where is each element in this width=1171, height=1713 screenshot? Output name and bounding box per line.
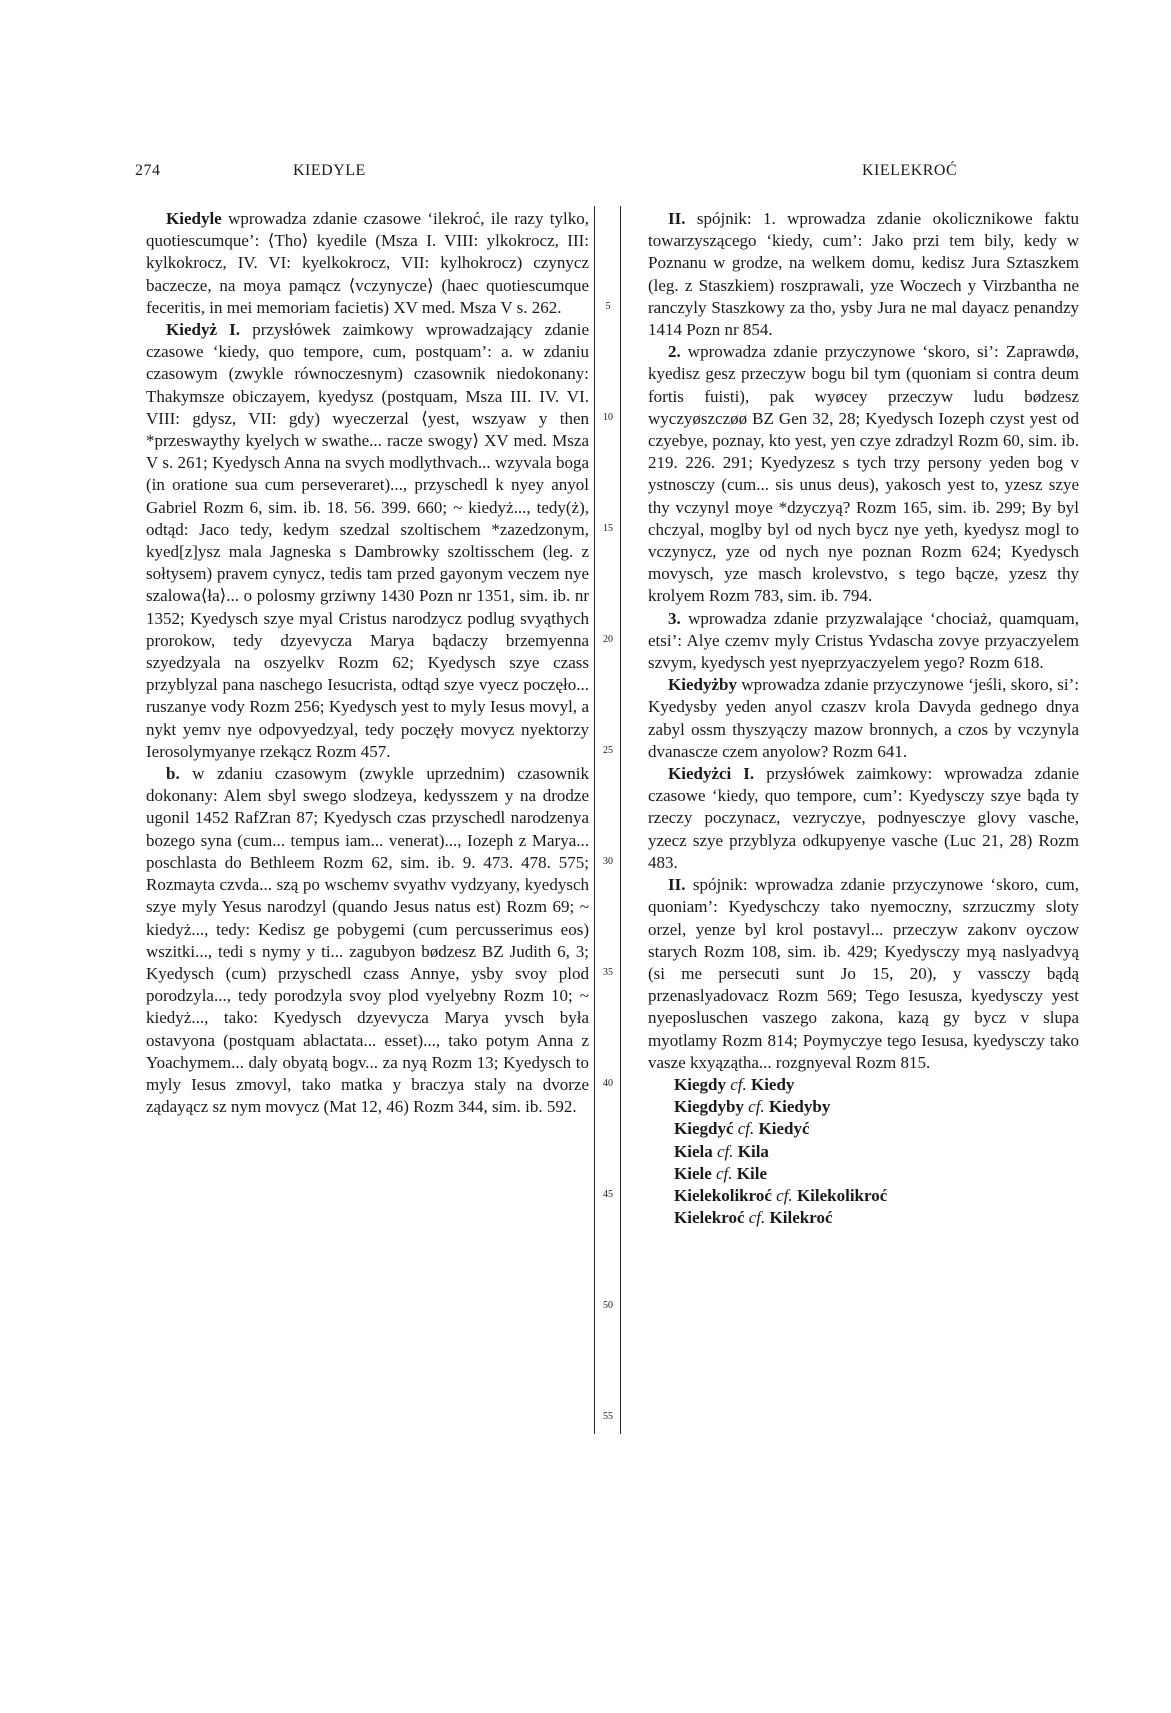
xref-item: Kiegdy cf. Kiedy [674,1074,795,1094]
entry-kiedyz-a: Kiedyż I. przysłówek zaimkowy wprowadzający zdanie czasowe ‘kiedy, quo tempore, cum, postquam’: a. w zdaniu czasowym (zwykle równoczesnym) czasownik niedokonany: Thakymsze obiczayem, kyedysz (postquam, Msza III. IV. VI. VIII: gdysz, VII: gdy) wyeczerzal ⟨yest, wszyaw y then *przeswaythy kyelych w swathe... racze swogy⟩ XV med. Msza V s. 261; Kyedysch Anna na svych modlythvach... wzyvala boga (in oratione sua cum perseveraret)..., przyschedl k nyey anyol Gabriel Rozm 6, sim. ib. 18. 56. 399. 660; ~ kiedyż..., tedy(ż), odtąd: Jaco tedy, kedym szedzal szoltischem *zazedzonym, kyed[z]ysz mala Jagneska s Dambrowky szoltisschem (leg. z sołtysem) pravem cynycz, tedis tam przed gayonym veczem nye szalowa⟨ła⟩... o polosmy grziwny 1430 Pozn nr 1351, sim. ib. nr 1352; Kyedysch szye myal Cristus narodzycz podlug svyąthych prorokow, tedy dzyevycza Marya bądaczy brzemyenna szyedzyala na oszyelkv Rozm 62; Kyedysch szye czass przyblyzal pana naschego Iesucrista, odtąd szye vyecz poczęło... ruszanye vody Rozm 256; Kyedysch yest to myly Iesus movyl, a nykt yemv nye odpovyedzyal, tedy poczęły movycz nyektorzy Ierosolymyanye rzekącz Rozm 457. [146,320,589,761]
line-number: 55 [603,1411,613,1422]
line-number: 10 [603,412,613,423]
xref-item: Kiegdyby cf. Kiedyby [674,1097,831,1117]
line-number: 40 [603,1078,613,1089]
column-rule-left [594,206,595,1434]
left-running-head: KIEDYLE [293,162,366,179]
page-number: 274 [135,162,161,179]
xref-item: Kiela cf. Kila [674,1141,769,1161]
line-number: 50 [603,1300,613,1311]
column-rule-right [620,206,621,1434]
xref-item: Kielekroć cf. Kilekroć [674,1208,833,1228]
line-number: 20 [603,634,613,645]
line-number: 25 [603,745,613,756]
entry-kiedyzci-spojnik: II. spójnik: wprowadza zdanie przyczynowe ‘skoro, cum, quoniam’: Kyedyschczy tako nyemoczny, szrzuczmy sloty orzel, yenze byl krol postavyl... przeczyw zakonv oyczow starych Rozm 108, sim. ib. 429; Kyedysczy myą naslyadvyą (si me persecuti sunt Jo 15, 20), y vassczy bądą przenaslyadovacz Rozm 569; Tego Iesusza, kyedysczy yest nyeposluschen vaszego zakona, kazą gy bycz v slupa myotlamy Rozm 814; Poymyczye tego Iesusa, kyedysczy tako vasze kxyązątha... rozgnyeval Rozm 815. [648,875,1079,1072]
line-number: 35 [603,967,613,978]
entry-kiedyz-b: b. w zdaniu czasowym (zwykle uprzednim) czasownik dokonany: Alem sbyl swego slodzeya, kedysszem y na drodze ugonil 1452 RafZran 87; Kyedysch czas przyschedl narodzenya bozego syna (cum... tempus iam... venerat)..., Iozeph z Marya... poschlasta do Bethleem Rozm 62, sim. ib. 9. 473. 478. 575; Rozmayta czvda... szą po wschemv svyathv vydzyany, kyedysch szye myly Yesus narodzyl (quando Jesus natus est) Rozm 69; ~ kiedyż..., tedy: Kedisz ge pobygemi (cum percusserimus eos) wszitki..., tedi s nymy y ti... zagubyon bødzesz BZ Judith 6, 3; Kyedysch (cum) przyschedl czass Annye, ysby svoy plod porodzyla..., tedy porodzyla svoy plod vyelyebny Rozm 10; ~ kiedyż..., tako: Kyedysch dzyevycza Marya yvsch była ostavyona (postquam ablactata... esset)..., tako potym Anna z Yoachymem... daly obyatą bogv... za nyą Rozm 13; Kyedysch to myly Iesus zmovyl, tako matka y braczya staly na dvorze ządayącz sz nym movycz (Mat 12, 46) Rozm 344, sim. ib. 592. [146,764,589,1117]
left-column [146,208,589,1118]
right-column [648,208,1079,1229]
entry-kiedyle: Kiedyle wprowadza zdanie czasowe ‘ilekroć, ile razy tylko, quotiescumque’: ⟨Tho⟩ kyedile (Msza I. VIII: ylkokrocz, III: kylkokrocz, IV. VI: kyelkokrocz, VII: kylhokrocz) czynycz baczecze, na moya pamącz ⟨vczynycze⟩ (haec quotiescumque feceritis, in mei memoriam facietis) XV med. Msza V s. 262. [146,209,589,317]
line-number: 45 [603,1189,613,1200]
line-number: 30 [603,856,613,867]
line-number: 5 [605,301,611,312]
right-running-head: KIELEKROĆ [862,162,958,179]
entry-kiedyz-spojnik-3: 3. wprowadza zdanie przyzwalające ‘chociaż, quamquam, etsi’: Alye czemv myly Cristus Yvdascha zovye przyaczyelem szvym, kyedysch yest nyeprzyaczyelem yego? Rozm 618. [648,608,1079,673]
xref-item: Kielekolikroć cf. Kilekolikroć [674,1185,888,1205]
cross-references [648,1074,1079,1229]
entry-kiedyz-spojnik-2: 2. wprowadza zdanie przyczynowe ‘skoro, si’: Zaprawdø, kyedisz gesz przeczyw bogu bil tym (quoniam si contra deum fortis fuisti), pak wyøcey przeczyw ludu bødzesz wyczyøszczøø BZ Gen 32, 28; Kyedysch Iozeph czyst yest od czyebye, poznay, kto yest, yen czye zdradzyl Rozm 60, sim. ib. 219. 226. 291; Kyedyzesz s tych trzy persony yeden bog v ystnosczy (cum... sis unus deus), yakosch yest to, yzesz szye thy vczynyl moye *dzyczyą? Rozm 165, sim. ib. 299; By byl chczyal, moglby byl od nych bycz nye yeth, kyedysz mogl to vczynycz, yze od nych nye poznan Rozm 624; Kyedysch movysch, yze masch krolevstvo, s tego bącze, yzesz thy krolyem Rozm 783, sim. ib. 794. [648,342,1079,606]
entry-kiedyzci: Kiedyżci I. przysłówek zaimkowy: wprowadza zdanie czasowe ‘kiedy, quo tempore, cum’: Kyedysczy szye bąda ty rzeczy poczynacz, vezryczye, podnyesczye glovy vasche, yzecz szye przyblyza odkupyenye vasche (Luc 21, 28) Rozm 483. [648,764,1079,872]
entry-kiedyzby: Kiedyżby wprowadza zdanie przyczynowe ‘jeśli, skoro, si’: Kyedysby yeden anyol czaszv krola Davyda gednego dnya zabyl ossm thyszyączy mazow bronnych, a czos by vczynyla dvanascze czem anyolow? Rozm 641. [648,675,1079,761]
xref-item: Kiele cf. Kile [674,1163,768,1183]
xref-item: Kiegdyć cf. Kiedyć [674,1119,810,1139]
line-number: 15 [603,523,613,534]
entry-kiedyz-spojnik-1: II. spójnik: 1. wprowadza zdanie okolicznikowe faktu towarzyszącego ‘kiedy, cum’: Jako przi tem bily, kedy w Poznanu w grodze, na welkem domu, kedisz Jura Sztaszkem (leg. z Staszkiem) roszprawali, yze Woczech y Virzbantha ne ranczyly Staszkowy za tho, ysby Jura ne mal dayacz penandzy 1414 Pozn nr 854. [648,209,1079,340]
